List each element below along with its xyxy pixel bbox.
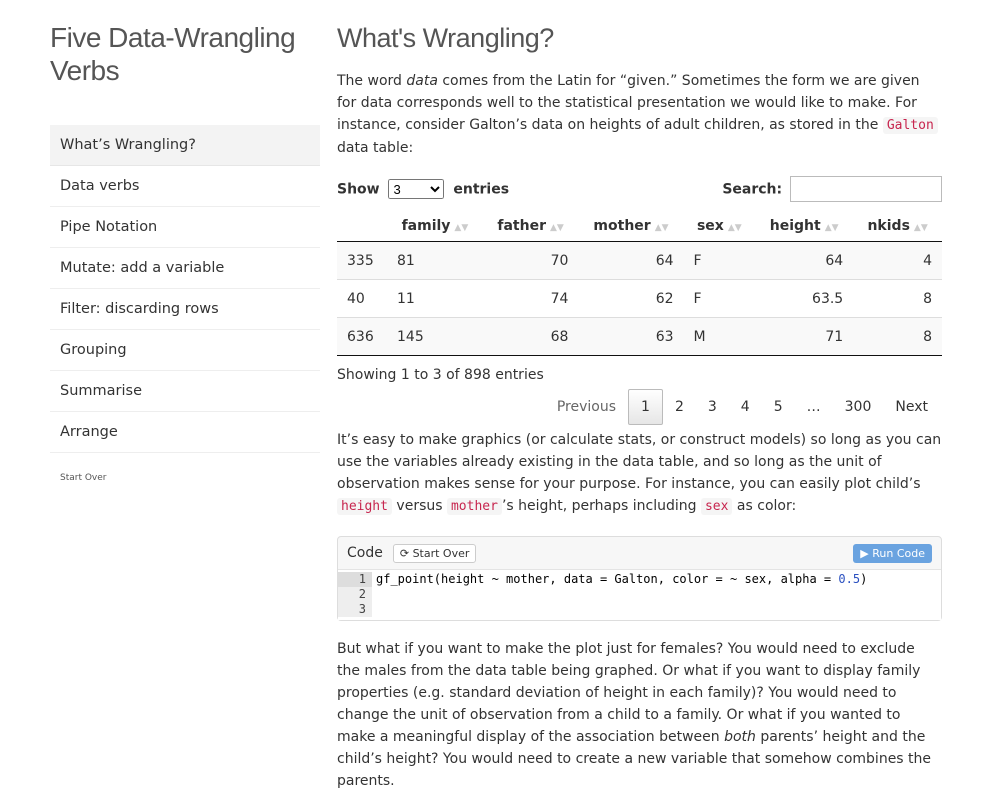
run-code-button[interactable]: ▶ Run Code bbox=[853, 544, 932, 563]
line-number: 2 bbox=[338, 587, 372, 602]
pagination-previous[interactable]: Previous bbox=[556, 399, 617, 415]
pagination-page-4[interactable]: 4 bbox=[740, 399, 750, 415]
sort-icon: ▲▼ bbox=[727, 223, 742, 233]
pagination bbox=[337, 389, 942, 425]
play-icon: ▶ bbox=[860, 546, 873, 560]
code-line[interactable] bbox=[372, 602, 376, 617]
col-header-family[interactable]: family ▲▼ bbox=[387, 211, 483, 242]
pagination-page-1[interactable]: 1 bbox=[628, 389, 663, 425]
col-header-height[interactable]: height ▲▼ bbox=[755, 211, 853, 242]
main-content bbox=[337, 20, 942, 792]
refresh-icon: ⟳ bbox=[399, 546, 413, 560]
table-row: 335 81 70 64 F 64 4 bbox=[337, 242, 942, 280]
inline-code-sex: sex bbox=[701, 498, 732, 515]
exercise-toolbar bbox=[338, 537, 941, 569]
pagination-page-3[interactable]: 3 bbox=[707, 399, 717, 415]
section-heading: What's Wrangling? bbox=[337, 23, 554, 53]
col-header-sex[interactable]: sex ▲▼ bbox=[684, 211, 756, 242]
toc-item-grouping[interactable]: Grouping bbox=[50, 330, 320, 371]
line-number: 3 bbox=[338, 602, 372, 617]
length-control: Show 3 entries bbox=[337, 179, 509, 199]
toc-item-data-verbs[interactable]: Data verbs bbox=[50, 166, 320, 207]
table-row: 636 145 68 63 M 71 8 bbox=[337, 318, 942, 356]
col-header-father[interactable]: father ▲▼ bbox=[483, 211, 579, 242]
toc-item-whats-wrangling[interactable]: What’s Wrangling? bbox=[50, 125, 320, 166]
toc-item-pipe-notation[interactable]: Pipe Notation bbox=[50, 207, 320, 248]
inline-code-galton: Galton bbox=[883, 117, 938, 134]
pagination-page-2[interactable]: 2 bbox=[674, 399, 684, 415]
col-header-mother[interactable]: mother ▲▼ bbox=[578, 211, 683, 242]
pagination-ellipsis: … bbox=[806, 399, 821, 415]
inline-code-mother: mother bbox=[447, 498, 502, 515]
table-header-row bbox=[337, 211, 942, 242]
tutorial-title: Five Data-Wrangling Verbs bbox=[50, 22, 296, 86]
sidebar-start-over-link[interactable]: Start Over bbox=[60, 473, 107, 483]
line-number: 1 bbox=[338, 572, 372, 587]
toc-item-summarise[interactable]: Summarise bbox=[50, 371, 320, 412]
table-controls bbox=[337, 175, 942, 203]
code-line[interactable] bbox=[372, 587, 376, 602]
col-header-index bbox=[337, 211, 387, 242]
galton-table bbox=[337, 211, 942, 356]
sort-icon: ▲▼ bbox=[824, 223, 839, 233]
inline-code-height: height bbox=[337, 498, 392, 515]
table-info: Showing 1 to 3 of 898 entries bbox=[337, 367, 544, 383]
pagination-page-last[interactable]: 300 bbox=[844, 399, 872, 415]
pagination-next[interactable]: Next bbox=[895, 399, 928, 415]
table-row: 40 11 74 62 F 63.5 8 bbox=[337, 280, 942, 318]
search-input[interactable] bbox=[790, 176, 942, 202]
graphics-paragraph: It’s easy to make graphics (or calculate stats, or construct models) so long as you can use the variables already existing in the data table, and so long as the unit of observation makes sense for your purpose. For instance, you can easily plot child’s height versus mother ’s height, perhaps including sex as color: bbox=[337, 432, 942, 514]
code-exercise bbox=[337, 536, 942, 621]
toc-item-mutate[interactable]: Mutate: add a variable bbox=[50, 248, 320, 289]
search-control: Search: bbox=[722, 176, 942, 202]
sort-icon: ▲▼ bbox=[454, 223, 469, 233]
col-header-nkids[interactable]: nkids ▲▼ bbox=[853, 211, 942, 242]
sort-icon: ▲▼ bbox=[550, 223, 564, 233]
code-label: Code bbox=[347, 545, 383, 561]
sidebar bbox=[50, 20, 320, 483]
females-paragraph: But what if you want to make the plot just for females? You would need to exclude the males from the data table being graphed. Or what if you want to display family properties (e.g. standard deviation of height in each family)? You would need to change the unit of observation from a child to a family. Or what if you wanted to make a meaningful display of the association between both parents’ height and the child’s height? You would need to create a new variable that somehow combines the parents. bbox=[337, 641, 932, 789]
pagination-page-5[interactable]: 5 bbox=[773, 399, 783, 415]
start-over-button[interactable]: ⟳ Start Over bbox=[393, 544, 477, 563]
toc-item-arrange[interactable]: Arrange bbox=[50, 412, 320, 453]
code-editor[interactable] bbox=[338, 569, 941, 620]
table-of-contents bbox=[50, 125, 320, 453]
toc-item-filter[interactable]: Filter: discarding rows bbox=[50, 289, 320, 330]
sort-icon: ▲▼ bbox=[654, 223, 669, 233]
code-line[interactable]: gf_point(height ~ mother, data = Galton, color = ~ sex, alpha = 0.5) bbox=[376, 572, 868, 586]
intro-paragraph: The word data comes from the Latin for “given.” Sometimes the form we are given for data corresponds well to the statistical presentation we would like to make. For instance, consider Galton’s data on heights of adult children, as stored in the Galton data table: bbox=[337, 70, 942, 159]
sort-icon: ▲▼ bbox=[913, 223, 928, 233]
entries-per-page-select[interactable] bbox=[388, 179, 444, 199]
